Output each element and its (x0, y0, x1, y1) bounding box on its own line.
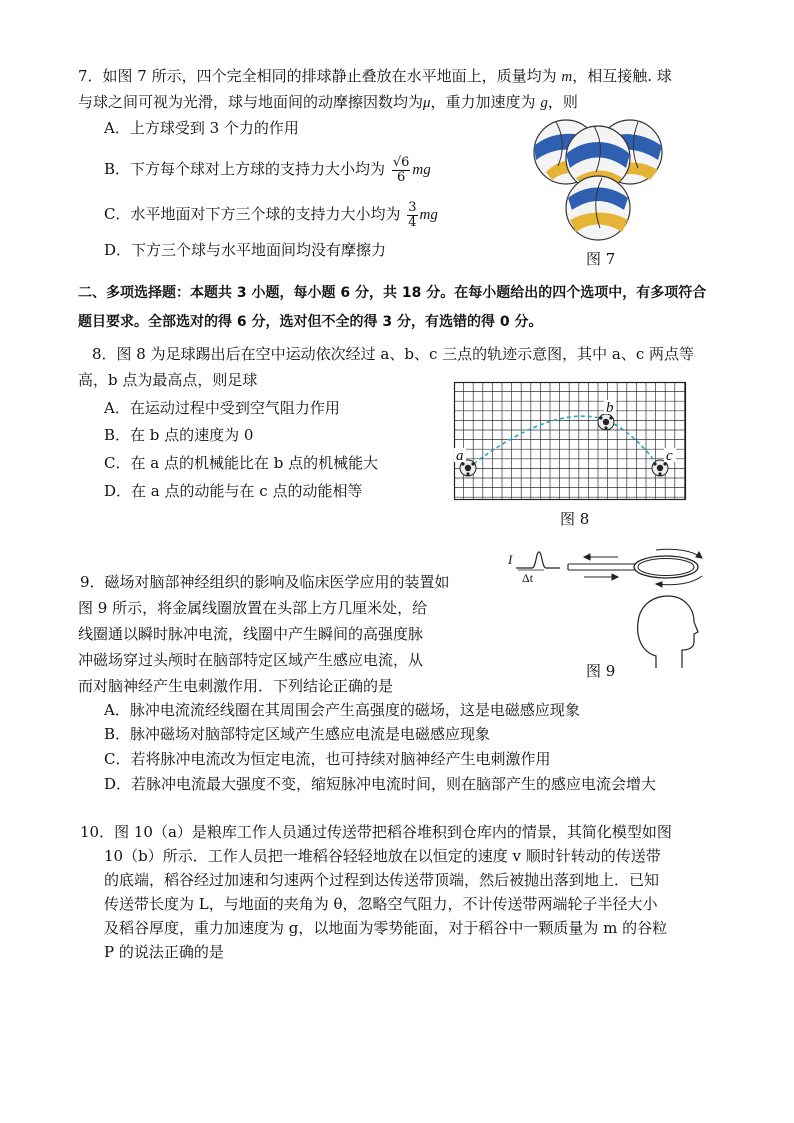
point-label-b: b (606, 400, 614, 416)
point-label-c: c (666, 448, 673, 464)
q8-option-b[interactable]: B．在 b 点的速度为 0 (104, 426, 254, 444)
q10-stem-line6: P 的说法正确的是 (104, 943, 224, 961)
q10-stem-line4: 传送带长度为 L，与地面的夹角为 θ，忽略空气阻力，不计传送带两端轮子半径大小 (104, 895, 658, 913)
pulse-waveform (516, 552, 560, 568)
figure-7-caption: 图 7 (586, 250, 616, 268)
q9-stem-line2: 图 9 所示，将金属线圈放置在头部上方几厘米处，给 (78, 599, 428, 617)
q7-option-b[interactable]: B．下方每个球对上方球的支持力大小均为 $\frac{√6}{6}$ mg (104, 154, 431, 185)
q7-stem-line2: 与球之间可视为光滑，球与地面间的动摩擦因数均为μ，重力加速度为 g，则 (78, 93, 578, 111)
q9-stem-line5: 而对脑神经产生电刺激作用．下列结论正确的是 (78, 677, 394, 695)
q8-stem-line2: 高，b 点为最高点，则足球 (78, 371, 258, 389)
current-arrows (584, 549, 702, 587)
q8-option-c[interactable]: C．在 a 点的机械能比在 b 点的机械能大 (104, 454, 379, 472)
figure-8-caption: 图 8 (560, 510, 590, 528)
q9-option-b[interactable]: B．脉冲磁场对脑部特定区域产生感应电流是电磁感应现象 (104, 725, 491, 743)
figure-9-caption: 图 9 (586, 662, 616, 680)
q10-stem-line2: 10（b）所示．工作人员把一堆稻谷轻轻地放在以恒定的速度 v 顺时针转动的传送带 (104, 847, 661, 865)
section-2-heading-line2: 题目要求。全部选对的得 6 分，选对但不全的得 3 分，有选错的得 0 分。 (78, 314, 543, 330)
q9-option-c[interactable]: C．若将脉冲电流改为恒定电流，也可持续对脑神经产生电刺激作用 (104, 750, 551, 768)
head-outline (638, 596, 698, 668)
pulse-label-i: I (508, 552, 513, 567)
q8-option-a[interactable]: A．在运动过程中受到空气阻力作用 (104, 399, 340, 417)
q9-stem-line1: 9．磁场对脑部神经组织的影响及临床医学应用的装置如 (80, 573, 450, 591)
volleyball-bottom (566, 176, 630, 240)
q7-option-a[interactable]: A．上方球受到 3 个力的作用 (104, 119, 299, 137)
section-2-heading-line1: 二、多项选择题：本题共 3 小题，每小题 6 分，共 18 分。在每小题给出的四个选项中，有多项符合 (78, 285, 707, 301)
coil-loop-inner (638, 559, 694, 576)
q9-stem-line4: 冲磁场穿过头颅时在脑部特定区域产生感应电流，从 (78, 651, 424, 669)
q9-option-d[interactable]: D．若脉冲电流最大强度不变，缩短脉冲电流时间，则在脑部产生的感应电流会增大 (104, 775, 657, 793)
q7-option-b-fraction: $\frac{√6}{6}$ (392, 154, 410, 185)
q7-option-c-fraction: $\frac{3}{4}$ (408, 199, 417, 230)
q7-option-d[interactable]: D．下方三个球与水平地面间均没有摩擦力 (104, 241, 387, 259)
trajectory-curve (468, 416, 660, 468)
figure-9-coil-head (506, 546, 706, 672)
coil-handle (568, 564, 636, 570)
figure-7-volleyballs (528, 112, 668, 242)
q10-stem-line5: 及稻谷厚度，重力加速度为 g，以地面为零势能面，对于稻谷中一颗质量为 m 的谷粒 (104, 919, 668, 937)
point-label-a: a (456, 448, 464, 464)
q10-stem-line1: 10．图 10（a）是粮库工作人员通过传送带把稻谷堆积到仓库内的情景，其简化模型如图 (80, 823, 672, 841)
coil-loop-outer (634, 556, 698, 578)
q10-stem-line3: 的底端，稻谷经过加速和匀速两个过程到达传送带顶端，然后被抛出落到地上．已知 (104, 871, 660, 889)
q8-stem-line1: 8．图 8 为足球踢出后在空中运动依次经过 a、b、c 三点的轨迹示意图，其中 a、c 两点等 (92, 345, 694, 363)
q9-option-a[interactable]: A．脉冲电流流经线圈在其周围会产生高强度的磁场，这是电磁感应现象 (104, 701, 580, 719)
pulse-label-dt: Δt (522, 571, 534, 585)
figure-8-trajectory (454, 382, 686, 500)
q7-stem-line1: 7．如图 7 所示，四个完全相同的排球静止叠放在水平地面上，质量均为 m，相互接触. 球 (78, 67, 672, 85)
q8-option-d[interactable]: D．在 a 点的动能与在 c 点的动能相等 (104, 482, 363, 500)
football-b (598, 414, 614, 430)
q7-option-c[interactable]: C．水平地面对下方三个球的支持力大小均为 $\frac{3}{4}$ mg (104, 199, 438, 230)
q9-stem-line3: 线圈通以瞬时脉冲电流，线圈中产生瞬间的高强度脉 (78, 625, 424, 643)
